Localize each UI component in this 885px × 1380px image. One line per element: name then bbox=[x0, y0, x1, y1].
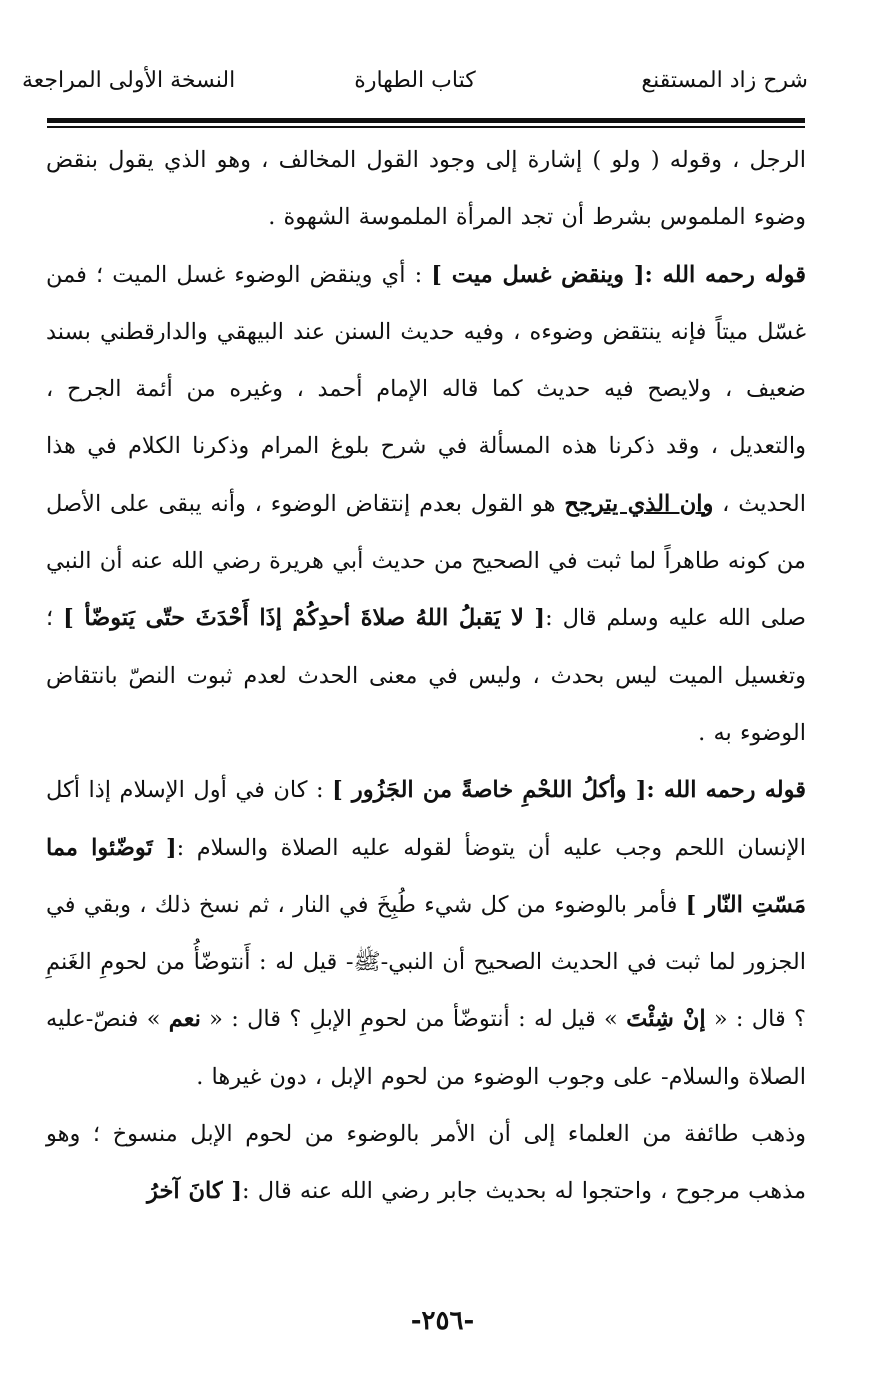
p3-text-1: : كان في أول الإسلام إذا أكل الإنسان اللحم وجب عليه أن يتوضأ لقوله عليه الصلاة والسلام : bbox=[46, 777, 806, 861]
page-body bbox=[46, 132, 806, 1221]
p2-text-3: ؛ وتغسيل الميت ليس بحدث ، وليس في معنى الحدث لعدم ثبوت النصّ بانتقاض الوضوء به . bbox=[46, 605, 806, 746]
quote-yes: نعم bbox=[168, 1006, 201, 1033]
hadith-quote-3: [ كانَ آخرُ bbox=[147, 1178, 243, 1205]
header-chapter-title: كتاب الطهارة bbox=[354, 68, 476, 93]
p2-text-1: : أي وينقض الوضوء غسل الميت ؛ فمن غسّل ميتاً فإنه ينتقض وضوءه ، وفيه حديث السنن عند البيهقي والدارقطني بسند ضعيف ، ولايصح فيه حديث كما قاله الإمام أحمد ، وغيره من أئمة الجرح ، والتعديل ، وقد ذكرنا هذه المسألة في شرح بلوغ المرام وذكرنا الكلام في هذا الحديث ، bbox=[46, 261, 806, 517]
heading-wash-dead: قوله رحمه الله :[ وينقض غسل ميت ] bbox=[431, 261, 806, 288]
paragraph-4 bbox=[46, 1106, 806, 1221]
header-rule-thick bbox=[47, 118, 805, 123]
paragraph-2 bbox=[46, 247, 806, 763]
p2-text-2: هو القول بعدم إنتقاض الوضوء ، وأنه يبقى على الأصل من كونه طاهراً لما ثبت في الصحيح من حديث أبي هريرة رضي الله عنه أن النبي صلى الله عليه وسلم قال : bbox=[46, 490, 806, 632]
hadith-quote-2: [ تَوضّئوا مما مَسّتِ النّار ] bbox=[46, 834, 806, 918]
header-book-title: شرح زاد المستقنع bbox=[641, 68, 808, 93]
p3-text-3: » قيل له : أنتوضّأ من لحومِ الإبلِ ؟ قال : « bbox=[200, 1006, 627, 1033]
underlined-phrase: وان الذي يترجح bbox=[564, 490, 714, 517]
hadith-quote-1: [ لا يَقبلُ اللهُ صلاةَ أحدِكُمْ إذَا أَحْدَثَ حتّى يَتوضّأ ] bbox=[63, 605, 546, 632]
header-edition-note: النسخة الأولى المراجعة bbox=[22, 68, 236, 93]
paragraph-1: الرجل ، وقوله ( ولو ) إشارة إلى وجود القول المخالف ، وهو الذي يقول بنقض وضوء الملموس بشرط أن تجد المرأة الملموسة الشهوة . bbox=[46, 147, 806, 231]
paragraph-3 bbox=[46, 762, 806, 1106]
page-number: -٢٥٦- bbox=[410, 1306, 475, 1336]
quote-if-you-wish: إنْ شِئْتَ bbox=[626, 1006, 706, 1033]
p4-text-1: وذهب طائفة من العلماء إلى أن الأمر بالوضوء من لحوم الإبل منسوخ ؛ وهو مذهب مرجوح ، واحتجوا له بحديث جابر رضي الله عنه قال : bbox=[46, 1121, 806, 1205]
heading-camel-meat: قوله رحمه الله :[ وأكلُ اللحْمِ خاصةً من الجَزُور ] bbox=[332, 777, 806, 804]
header-rule-thin bbox=[47, 126, 805, 128]
p3-text-2: فأمر بالوضوء من كل شيء طُبِخَ في النار ، ثم نسخ ذلك ، وبقي في الجزور لما ثبت في الحديث الصحيح أن النبي-ﷺ- قيل له : أَنتوضّأُ من لحومِ الغَنمِ ؟ قال : « bbox=[46, 891, 806, 1033]
p3-text-4: » فنصّ-عليه الصلاة والسلام- على وجوب الوضوء من لحوم الإبل ، دون غيرها . bbox=[46, 1006, 806, 1090]
page-header bbox=[22, 68, 808, 108]
